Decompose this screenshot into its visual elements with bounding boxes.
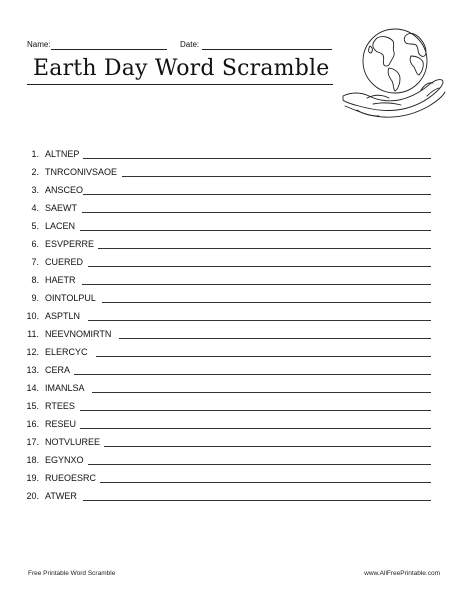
list-item — [0, 202, 467, 220]
answer-line[interactable] — [88, 464, 431, 465]
answer-line[interactable] — [83, 500, 431, 501]
answer-line[interactable] — [82, 284, 431, 285]
answer-line[interactable] — [88, 266, 431, 267]
scrambled-word: EGYNXO — [45, 455, 84, 465]
answer-line[interactable] — [119, 338, 431, 339]
list-item — [0, 328, 467, 346]
list-item — [0, 472, 467, 490]
list-item — [0, 274, 467, 292]
list-item — [0, 346, 467, 364]
scrambled-word: ATWER — [45, 491, 77, 501]
page-title: Earth Day Word Scramble — [33, 56, 330, 81]
item-number: 8. — [31, 275, 39, 285]
item-number: 4. — [31, 203, 39, 213]
scrambled-word: ALTNEP — [45, 149, 80, 159]
list-item — [0, 220, 467, 238]
scrambled-word: LACEN — [45, 221, 76, 231]
list-item — [0, 490, 467, 508]
scrambled-word: IMANLSA — [45, 383, 85, 393]
scrambled-word: OINTOLPUL — [45, 293, 96, 303]
answer-line[interactable] — [83, 158, 431, 159]
answer-line[interactable] — [88, 320, 431, 321]
list-item — [0, 436, 467, 454]
list-item — [0, 400, 467, 418]
item-number: 7. — [31, 257, 39, 267]
list-item — [0, 184, 467, 202]
scrambled-word: NOTVLUREE — [45, 437, 101, 447]
item-number: 19. — [26, 473, 39, 483]
footer-website[interactable]: www.AllFreePrintable.com — [364, 570, 440, 577]
list-item — [0, 382, 467, 400]
item-number: 12. — [26, 347, 39, 357]
scrambled-word: HAETR — [45, 275, 76, 285]
answer-line[interactable] — [98, 248, 431, 249]
item-number: 15. — [26, 401, 39, 411]
answer-line[interactable] — [80, 230, 431, 231]
scrambled-word: CUERED — [45, 257, 84, 267]
scrambled-word: ANSCEO — [45, 185, 84, 195]
item-number: 5. — [31, 221, 39, 231]
list-item — [0, 292, 467, 310]
item-number: 18. — [26, 455, 39, 465]
list-item — [0, 238, 467, 256]
item-number: 1. — [31, 149, 39, 159]
scrambled-word: ELERCYC — [45, 347, 88, 357]
answer-line[interactable] — [100, 482, 431, 483]
list-item — [0, 454, 467, 472]
date-label: Date: — [180, 40, 200, 49]
item-number: 14. — [26, 383, 39, 393]
list-item — [0, 364, 467, 382]
answer-line[interactable] — [74, 374, 431, 375]
answer-line[interactable] — [102, 302, 431, 303]
item-number: 13. — [26, 365, 39, 375]
item-number: 17. — [26, 437, 39, 447]
list-item — [0, 256, 467, 274]
footer-caption: Free Printable Word Scramble — [28, 570, 116, 577]
list-item — [0, 310, 467, 328]
answer-line[interactable] — [80, 410, 431, 411]
answer-line[interactable] — [92, 392, 431, 393]
answer-line[interactable] — [122, 176, 431, 177]
item-number: 20. — [26, 491, 39, 501]
answer-line[interactable] — [104, 446, 431, 447]
scrambled-word: NEEVNOMIRTN — [45, 329, 112, 339]
scrambled-word: SAEWT — [45, 203, 78, 213]
name-label: Name: — [27, 40, 51, 49]
item-number: 11. — [27, 329, 39, 339]
answer-line[interactable] — [82, 212, 431, 213]
list-item — [0, 166, 467, 184]
answer-line[interactable] — [80, 428, 431, 429]
item-number: 10. — [26, 311, 39, 321]
scrambled-word: RUEOESRC — [45, 473, 97, 483]
item-number: 6. — [31, 239, 39, 249]
scrambled-word: RTEES — [45, 401, 75, 411]
scrambled-word: RESEU — [45, 419, 77, 429]
scrambled-word: ASPTLN — [45, 311, 81, 321]
scrambled-word: CERA — [45, 365, 71, 375]
item-number: 16. — [26, 419, 39, 429]
answer-line[interactable] — [96, 356, 431, 357]
item-number: 9. — [31, 293, 39, 303]
scrambled-word: TNRCONIVSAOE — [45, 167, 118, 177]
list-item — [0, 148, 467, 166]
list-item — [0, 418, 467, 436]
scrambled-word: ESVPERRE — [45, 239, 95, 249]
item-number: 3. — [31, 185, 39, 195]
answer-line[interactable] — [83, 194, 431, 195]
item-number: 2. — [31, 167, 39, 177]
